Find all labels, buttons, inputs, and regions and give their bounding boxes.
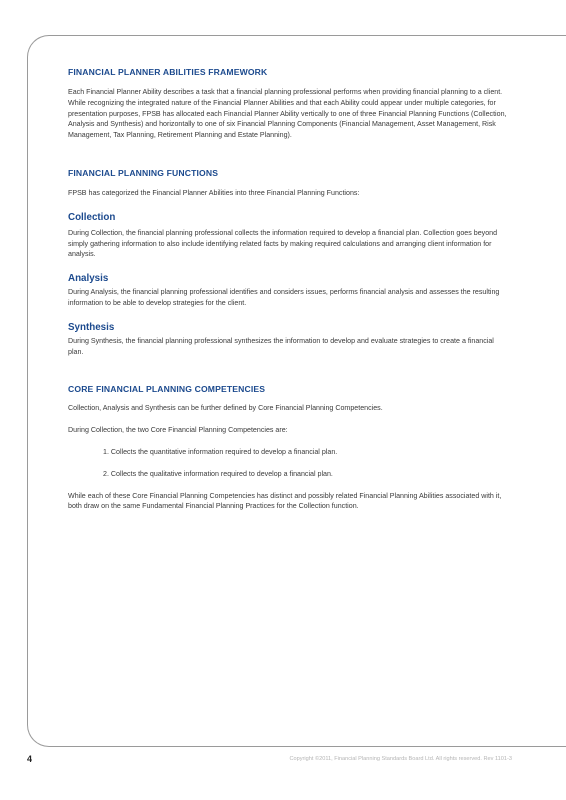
page-number: 4 — [27, 754, 33, 764]
competencies-section — [68, 383, 508, 512]
list-item: 2. Collects the qualitative information required to develop a financial plan. — [103, 469, 333, 478]
synthesis-title: Synthesis — [68, 321, 115, 333]
copyright-notice: Copyright ©2011, Financial Planning Standards Board Ltd. All rights reserved. Rev 1101-3 — [289, 756, 512, 762]
competencies-para2: During Collection, the two Core Financial Planning Competencies are: — [68, 426, 288, 435]
competencies-list — [68, 447, 508, 480]
framework-body: Each Financial Planner Ability describes a task that a financial planning professional performs when providing financial planning to a client. While recognizing the integrated nature of the Financial Planner Abilities and that each Ability could appear under multiple categories, for presentation purposes, FPSB has allocated each Financial Planner Ability vertically to one of three Financial Planning Functions (Collection, Analysis and Synthesis) and horizontally to one of six Financial Planning Components (Financial Management, Asset Management, Risk Management, Tax Planning, Retirement Planning and Estate Planning). — [68, 88, 507, 140]
collection-title: Collection — [68, 211, 116, 223]
synthesis-body: During Synthesis, the financial planning professional synthesizes the information to develop and evaluate strategies to create a financial plan. — [68, 336, 494, 356]
functions-section — [68, 167, 508, 357]
analysis-title: Analysis — [68, 273, 109, 285]
analysis-body: During Analysis, the financial planning professional identifies and considers issues, performs financial analysis and assesses the resulting information to be able to develop strategies for the client. — [68, 288, 500, 307]
functions-intro: FPSB has categorized the Financial Planner Abilities into three Financial Planning Functions: — [68, 188, 360, 197]
framework-heading: FINANCIAL PLANNER ABILITIES FRAMEWORK — [68, 67, 268, 77]
functions-heading: FINANCIAL PLANNING FUNCTIONS — [68, 167, 219, 178]
page-content — [68, 66, 508, 512]
competencies-para1: Collection, Analysis and Synthesis can be further defined by Core Financial Planning Competencies. — [68, 404, 383, 413]
list-item: 1. Collects the quantitative information required to develop a financial plan. — [103, 447, 338, 456]
collection-body: During Collection, the financial planning professional collects the information required to develop a financial plan. Collection goes beyond simply gathering information to also include identifying related facts by making required calculations and arranging client information for analysis. — [68, 228, 498, 259]
competencies-para3: While each of these Core Financial Planning Competencies has distinct and possibly related Financial Planning Abilities associated with it, both draw on the same Fundamental Financial Planning Practices for the Collection function. — [68, 491, 502, 511]
competencies-heading: CORE FINANCIAL PLANNING COMPETENCIES — [68, 384, 266, 395]
framework-section — [68, 66, 508, 141]
